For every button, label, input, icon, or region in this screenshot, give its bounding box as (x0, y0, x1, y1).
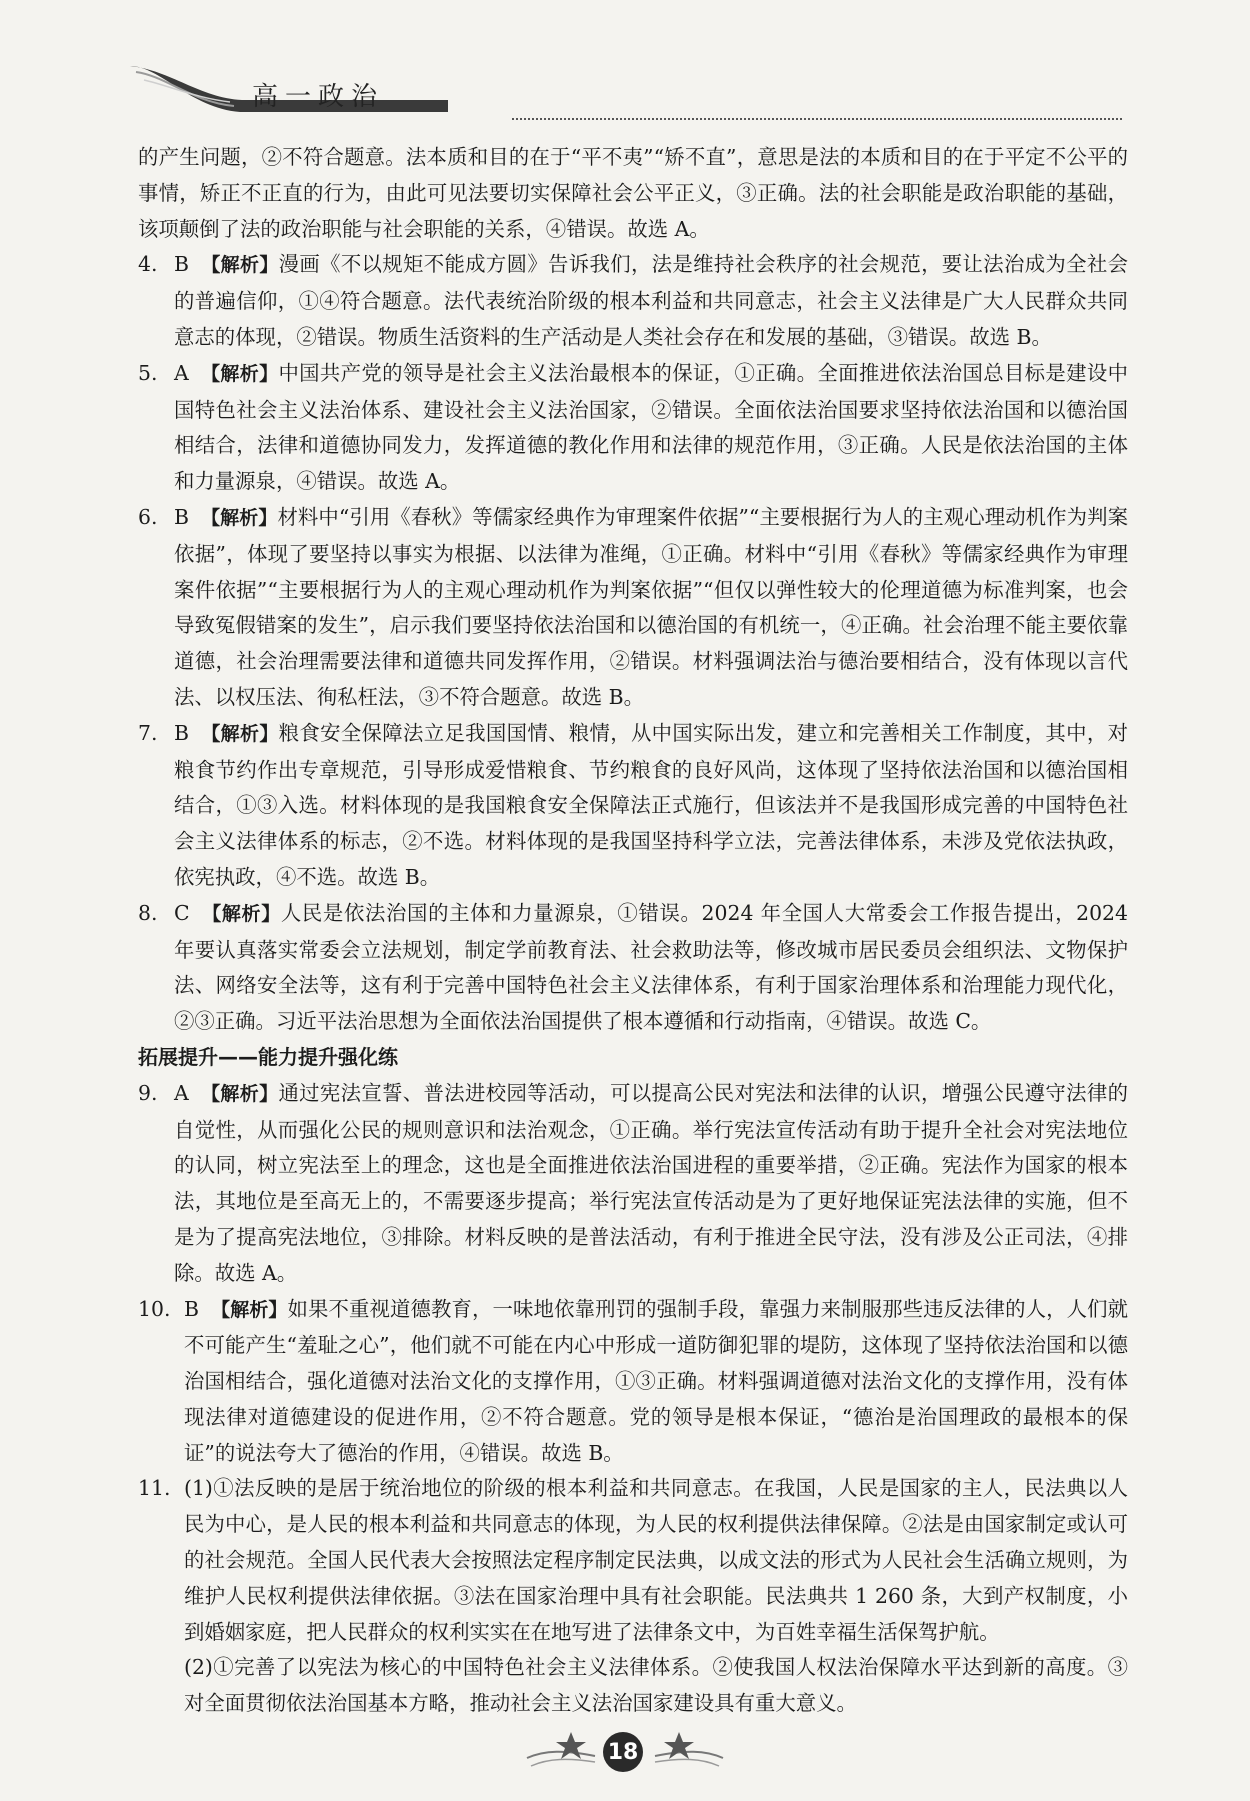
question-item-7 (138, 716, 1128, 896)
analysis-text: 人民是依法治国的主体和力量源泉，①错误。2024 年全国人大常委会工作报告提出，2024 年要认真落实常委会立法规划，制定学前教育法、社会救助法等，修改城市居民委员会组织法、文物保护法、网络安全法等，这有利于完善中国特色社会主义法律体系，有利于国家治理体系和治理能力现代化，②③正确。习近平法治思想为全面依法治国提供了根本遵循和行动指南，④错误。故选 C。 (174, 900, 1128, 1034)
section-heading: 拓展提升——能力提升强化练 (138, 1044, 398, 1069)
answer-letter: A (174, 360, 189, 385)
analysis-tag: 【解析】 (210, 1298, 288, 1321)
analysis-tag: 【解析】 (200, 254, 279, 277)
analysis-text: 漫画《不以规矩不能成方圆》告诉我们，法是维持社会秩序的社会规范，要让法治成为全社会的普遍信仰，①④符合题意。法代表统治阶级的根本利益和共同意志，社会主义法律是广大人民群众共同意志的体现，②错误。物质生活资料的生产活动是人类社会存在和发展的基础，③错误。故选 B。 (174, 252, 1128, 349)
answer-letter: C (174, 900, 190, 925)
analysis-tag: 【解析】 (201, 902, 281, 925)
answer-letter: B (174, 252, 189, 277)
analysis-text: 如果不重视道德教育，一味地依靠刑罚的强制手段，靠强力来制服那些违反法律的人，人们就不可能产生“羞耻之心”，他们就不可能在内心中形成一道防御犯罪的堤防，这体现了坚持依法治国和以德治国相结合，强化道德对法治文化的支撑作用，①③正确。材料强调道德对法治文化的支撑作用，没有体现法律对道德建设的促进作用，②不符合题意。党的领导是根本保证，“德治是治国理政的最根本的保证”的说法夸大了德治的作用，④错误。故选 B。 (184, 1296, 1128, 1465)
analysis-text: 材料中“引用《春秋》等儒家经典作为审理案件依据”“主要根据行为人的主观心理动机作为判案依据”，体现了要坚持以事实为根据、以法律为准绳，①正确。材料中“引用《春秋》等儒家经典作为审理案件依据”“主要根据行为人的主观心理动机作为判案依据”“但仅以弹性较大的伦理道德为标准判案，也会导致冤假错案的发生”，启示我们要坚持依法治国和以德治国的有机统一，④正确。社会治理不能主要依靠道德，社会治理需要法律和道德共同发挥作用，②错误。材料强调法治与德治要相结合，没有体现以言代法、以权压法、徇私枉法，③不符合题意。故选 B。 (174, 504, 1128, 709)
question-number: 11. (138, 1476, 171, 1501)
header-title: 高一政治 (252, 82, 385, 112)
question-number: 4. (138, 252, 158, 277)
question-number: 7. (138, 720, 158, 745)
header-dotted-rule (512, 118, 1122, 120)
analysis-tag: 【解析】 (200, 506, 278, 529)
question-number: 9. (138, 1080, 158, 1105)
question-number: 5. (138, 360, 158, 385)
analysis-text: 中国共产党的领导是社会主义法治最根本的保证，①正确。全面推进依法治国总目标是建设中国特色社会主义法治体系、建设社会主义法治国家，②错误。全面依法治国要求坚持依法治国和以德治国相结合，法律和道德协同发力，发挥道德的教化作用和法律的规范作用，③正确。人民是依法治国的主体和力量源泉，④错误。故选 A。 (174, 360, 1128, 494)
page-header (130, 62, 1130, 132)
answer-letter: A (174, 1080, 189, 1105)
answer-content (138, 140, 1128, 1722)
question-item-9 (138, 1076, 1128, 1292)
analysis-text: 通过宪法宣誓、普法进校园等活动，可以提高公民对宪法和法律的认识，增强公民遵守法律的自觉性，从而强化公民的规则意识和法治观念，①正确。举行宪法宣传活动有助于提升全社会对宪法地位的认同，树立宪法至上的理念，这也是全面推进依法治国进程的重要举措，②正确。宪法作为国家的根本法，其地位是至高无上的，不需要逐步提高；举行宪法宣传活动是为了更好地保证宪法法律的实施，但不是为了提高宪法地位，③排除。材料反映的是普法活动，有利于推进全民守法，没有涉及公正司法，④排除。故选 A。 (174, 1080, 1128, 1285)
question-number: 10. (138, 1296, 171, 1321)
question-item-5 (138, 356, 1128, 500)
continued-paragraph: 的产生问题，②不符合题意。法本质和目的在于“平不夷”“矫不直”，意思是法的本质和目的在于平定不公平的事情，矫正不正直的行为，由此可见法要切实保障社会公平正义，③正确。法的社会职能是政治职能的基础，该项颠倒了法的政治职能与社会职能的关系，④错误。故选 A。 (138, 145, 1128, 241)
answer-letter: B (174, 720, 189, 745)
answer-part-1: (1)①法反映的是居于统治地位的阶级的根本利益和共同意志。在我国，人民是国家的主人，民法典以人民为中心，是人民的根本利益和共同意志的体现，为人民的权利提供法律保障。②法是由国家制定或认可的社会规范。全国人民代表大会按照法定程序制定民法典，以成文法的形式为人民社会生活确立规则，为维护人民权利提供法律依据。③法在国家治理中具有社会职能。民法典共 1 260 条，大到产权制度，小到婚姻家庭，把人民群众的权利实实在在地写进了法律条文中，为百姓幸福生活保驾护航。 (184, 1476, 1128, 1644)
answer-letter: B (174, 504, 189, 529)
question-item-8 (138, 896, 1128, 1040)
question-item-11 (138, 1471, 1128, 1650)
question-item-4 (138, 247, 1128, 355)
analysis-tag: 【解析】 (200, 1082, 279, 1105)
star-ornament-left-icon (525, 1728, 597, 1776)
page-footer (525, 1726, 725, 1778)
page-number: 18 (603, 1732, 643, 1772)
star-ornament-right-icon (653, 1728, 725, 1776)
question-item-6 (138, 500, 1128, 716)
analysis-tag: 【解析】 (200, 362, 279, 385)
question-number: 8. (138, 900, 158, 925)
analysis-tag: 【解析】 (200, 722, 279, 745)
question-number: 6. (138, 504, 158, 529)
analysis-text: 粮食安全保障法立足我国国情、粮情，从中国实际出发，建立和完善相关工作制度，其中，对粮食节约作出专章规范，引导形成爱惜粮食、节约粮食的良好风尚，这体现了坚持依法治国和以德治国相结合，①③入选。材料体现的是我国粮食安全保障法正式施行，但该法并不是我国形成完善的中国特色社会主义法律体系的标志，②不选。材料体现的是我国坚持科学立法，完善法律体系，未涉及党依法执政，依宪执政，④不选。故选 B。 (174, 720, 1128, 889)
answer-letter: B (184, 1296, 199, 1321)
answer-part-2: (2)①完善了以宪法为核心的中国特色社会主义法律体系。②使我国人权法治保障水平达到新的高度。③对全面贯彻依法治国基本方略，推动社会主义法治国家建设具有重大意义。 (184, 1655, 1128, 1716)
question-item-10 (138, 1292, 1128, 1472)
